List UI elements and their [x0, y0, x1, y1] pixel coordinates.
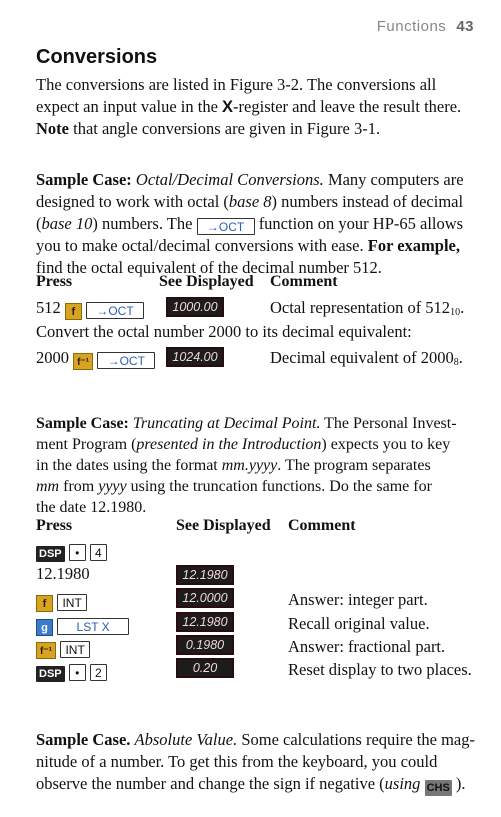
section-name: Functions [376, 18, 447, 35]
display-readout: 12.1980 [176, 612, 234, 632]
trunc-row-lastx [36, 614, 129, 634]
display-readout: 1000.00 [166, 297, 224, 317]
trunc-row-dsp4 [36, 540, 107, 560]
display-readout: 1024.00 [166, 347, 224, 367]
page-header [377, 18, 474, 35]
display-readout: 12.1980 [176, 565, 234, 585]
convert-instruction: Convert the octal number 2000 to its decimal equivalent: [36, 322, 412, 341]
col-see-displayed: See Displayed [176, 517, 271, 534]
intro-line: expect an input value in the X-register and leave the result there. [36, 97, 462, 116]
decimal-point-key: • [69, 544, 86, 561]
comment-fractional-part: Answer: fractional part. [288, 637, 446, 656]
octal-row-1-comment: Octal representation of $512_{10}$. [270, 298, 465, 318]
display-readout: 0.20 [176, 658, 234, 678]
trunc-row-int [36, 590, 87, 610]
display-readout: 12.0000 [176, 588, 234, 608]
col-see-displayed: See Displayed [159, 273, 254, 290]
comment-integer-part: Answer: integer part. [288, 590, 428, 609]
int-key: INT [60, 641, 90, 658]
trunc-row-frac [36, 637, 90, 657]
f-key: f [65, 303, 82, 320]
col-comment: Comment [270, 273, 338, 290]
trunc-row-dsp2 [36, 660, 107, 680]
intro-line: The conversions are listed in Figure 3-2. The conversions all [36, 75, 437, 94]
f-inverse-key: f⁻¹ [36, 642, 56, 659]
f-inverse-key: f⁻¹ [73, 353, 93, 370]
comment-reset-display: Reset display to two places. [288, 660, 472, 679]
dsp-key: DSP [36, 666, 65, 682]
page-number: 43 [456, 18, 474, 35]
oct-key: →OCT [97, 352, 155, 369]
truncation-sample-paragraph: Sample Case: Truncating at Decimal Point. The Personal Invest- ment Program (presented in the Introduction) expects you to key in the dates using the format mm.yyyy. The program separates mm from yyyy using the truncation functions. Do the same for the date 12.1980. [36, 415, 457, 516]
x-register-label: X [222, 98, 234, 116]
trunc-row-value: 12.1980 [36, 564, 90, 583]
octal-row-1-keys: 512 f →OCT [36, 298, 144, 318]
decimal-point-key: • [69, 664, 86, 681]
col-press: Press [36, 273, 73, 290]
col-press: Press [36, 517, 73, 534]
octal-row-2-comment: Decimal equivalent of $2000_8$. [270, 348, 463, 368]
chs-key: CHS [426, 782, 450, 794]
dsp-key: DSP [36, 546, 65, 562]
octal-row-2-keys: 2000 f⁻¹ →OCT [36, 348, 155, 368]
oct-key: →OCT [86, 302, 144, 319]
digit-4-key: 4 [90, 544, 107, 561]
absolute-sample-paragraph: Sample Case. Absolute Value. Some calculations require the mag- nitude of a number. To get this from the keyboard, you could observe the number and change the sign if negative (using CHS ). [36, 730, 475, 794]
comment-recall: Recall original value. [288, 614, 430, 633]
int-key: INT [57, 594, 87, 611]
display-readout: 0.1980 [176, 635, 234, 655]
intro-paragraph [36, 74, 476, 140]
octal-sample-paragraph: Sample Case: Octal/Decimal Conversions. Many computers are designed to work with octal (base 8) numbers instead of decimal (base 10) numbers. The →OCT function on your HP-65 allows you to make octal/decimal conversions with ease. For example, find the octal equivalent of the decimal number 512. [36, 170, 464, 277]
page-title: Conversions [36, 46, 158, 68]
last-x-key: LST X [57, 618, 129, 635]
digit-2-key: 2 [90, 664, 107, 681]
col-comment: Comment [288, 517, 356, 534]
oct-key: →OCT [197, 218, 255, 235]
intro-line: Note that angle conversions are given in Figure 3-1. [36, 119, 381, 138]
g-key: g [36, 619, 53, 636]
f-key: f [36, 595, 53, 612]
